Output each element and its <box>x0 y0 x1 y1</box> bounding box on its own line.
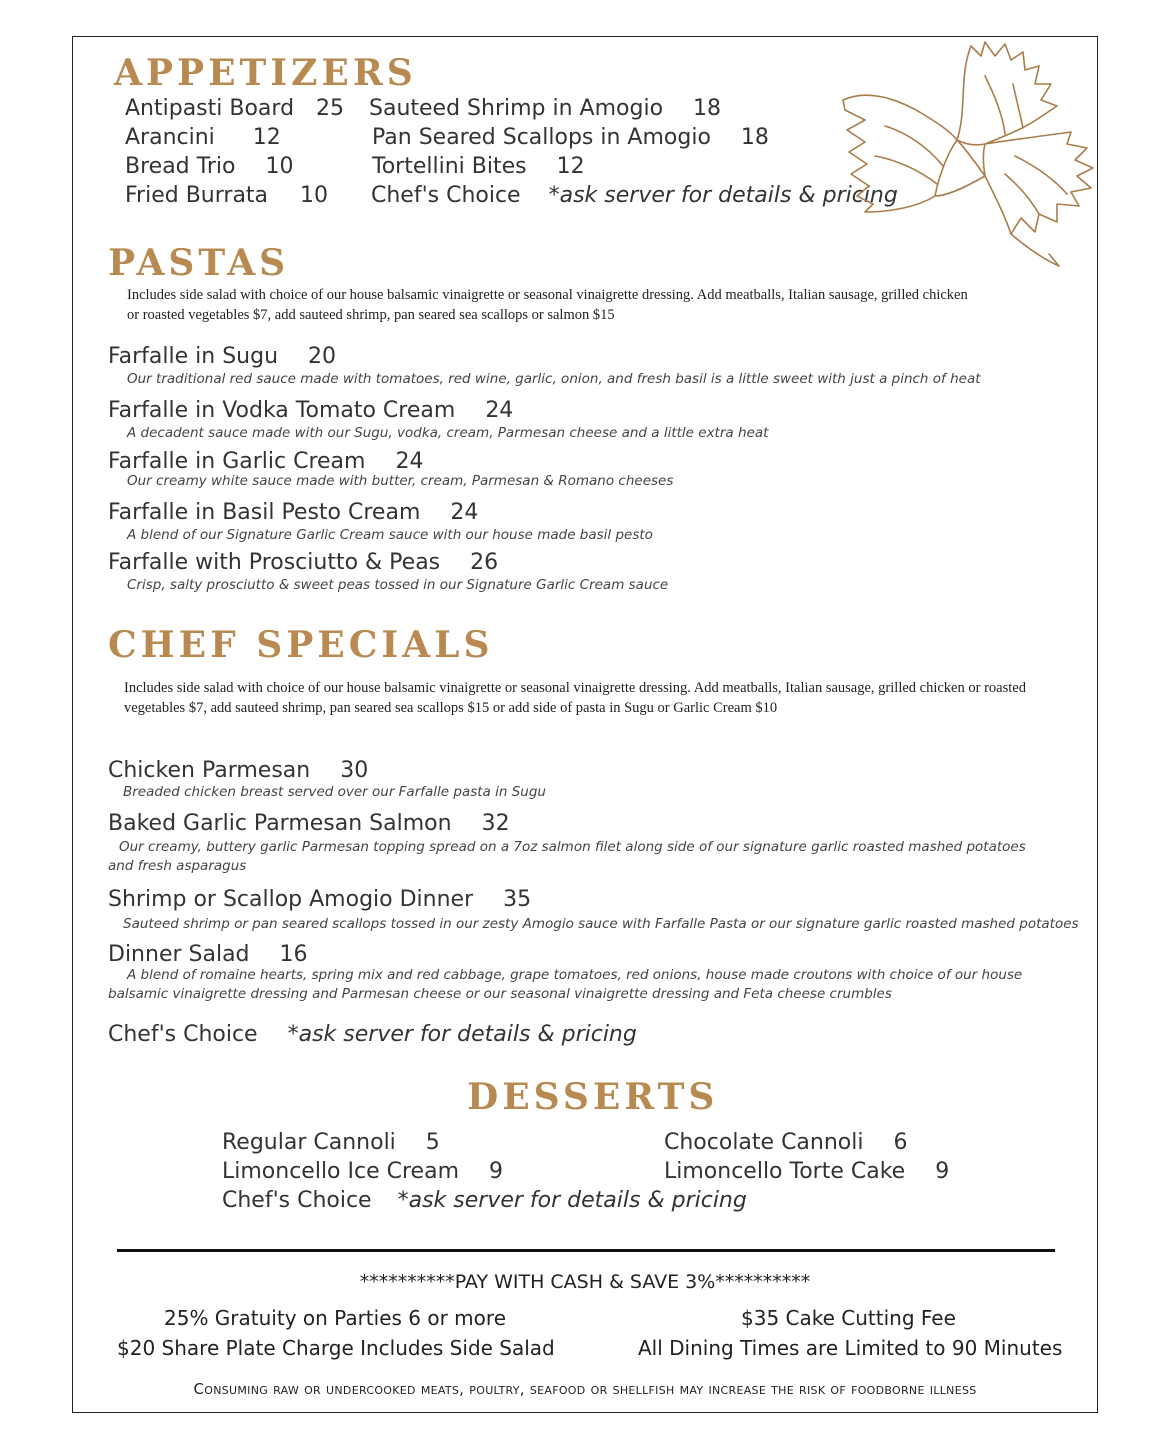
appetizer-item <box>371 183 898 208</box>
share-plate-note: $20 Share Plate Charge Includes Side Salad <box>117 1336 555 1360</box>
desserts-heading: DESSERTS <box>467 1076 719 1118</box>
item-name: Chef's Choice <box>108 1022 258 1047</box>
item-price: 20 <box>308 344 337 369</box>
item-price: 12 <box>252 125 281 150</box>
item-name: Bread Trio <box>125 154 236 179</box>
item-description: A blend of our Signature Garlic Cream sauce with our house made basil pesto <box>127 527 653 543</box>
item-name: Regular Cannoli <box>222 1130 396 1155</box>
item-price: 9 <box>489 1159 503 1184</box>
appetizer-item <box>369 96 721 121</box>
appetizer-item <box>372 154 585 179</box>
item-description: Crisp, salty prosciutto & sweet peas tossed in our Signature Garlic Cream sauce <box>127 577 669 593</box>
item-price: 26 <box>470 550 499 575</box>
item-price: *ask server for details & pricing <box>287 1022 637 1047</box>
appetizer-item <box>125 96 344 121</box>
item-name: Sauteed Shrimp in Amogio <box>369 96 664 121</box>
item-name: Chicken Parmesan <box>108 758 311 783</box>
item-name: Tortellini Bites <box>372 154 527 179</box>
item-price: 35 <box>503 887 532 912</box>
pastas-heading: PASTAS <box>108 242 290 284</box>
item-price: 18 <box>740 125 769 150</box>
pastas-note: Includes side salad with choice of our house balsamic vinaigrette or seasonal vinaigrette dressing. Add meatballs, Italian sausage, grilled chicken or roasted vegetables $7, add sauteed shrimp, pan seared sea scallops or salmon $15 <box>127 287 968 323</box>
chef-specials-heading: CHEF SPECIALS <box>108 624 494 666</box>
dessert-item <box>664 1159 949 1184</box>
item-name: Farfalle in Vodka Tomato Cream <box>108 398 456 423</box>
item-name: Farfalle in Sugu <box>108 344 279 369</box>
pasta-item <box>108 449 423 474</box>
special-item <box>108 811 510 836</box>
item-description: Breaded chicken breast served over our Farfalle pasta in Sugu <box>123 784 546 800</box>
item-price: 10 <box>300 183 329 208</box>
item-price: 5 <box>425 1130 440 1155</box>
appetizer-item <box>125 154 293 179</box>
item-name: Fried Burrata <box>125 183 269 208</box>
gratuity-note: 25% Gratuity on Parties 6 or more <box>164 1306 506 1330</box>
item-name: Limoncello Torte Cake <box>664 1159 906 1184</box>
special-item <box>108 942 308 967</box>
item-name: Antipasti Board <box>125 96 295 121</box>
item-name: Chef's Choice <box>222 1188 372 1213</box>
item-price: 24 <box>395 449 424 474</box>
item-price: 25 <box>316 96 345 121</box>
item-price: *ask server for details & pricing <box>397 1188 747 1213</box>
chef-specials-note: Includes side salad with choice of our house balsamic vinaigrette or seasonal vinaigrette dressing. Add meatballs, Italian sausage, grilled chicken or roasted vegetables $7, add sauteed shrimp, pan seared sea scallops $15 or add side of pasta in Sugu or Garlic Cream $10 <box>124 680 1026 716</box>
dessert-item <box>222 1130 440 1155</box>
special-item <box>108 758 368 783</box>
dessert-item <box>222 1188 747 1213</box>
special-item <box>108 887 531 912</box>
item-price: 6 <box>893 1130 908 1155</box>
item-price: 24 <box>450 500 479 525</box>
dining-times-note: All Dining Times are Limited to 90 Minutes <box>638 1336 1063 1360</box>
pasta-item <box>108 500 478 525</box>
item-price: 10 <box>265 154 294 179</box>
pasta-item <box>108 344 336 369</box>
item-name: Farfalle in Garlic Cream <box>108 449 366 474</box>
item-name: Chef's Choice <box>371 183 521 208</box>
item-description: A decadent sauce made with our Sugu, vodka, cream, Parmesan cheese and a little extra heat <box>127 425 769 441</box>
item-price: 12 <box>556 154 585 179</box>
item-name: Farfalle with Prosciutto & Peas <box>108 550 441 575</box>
item-price: 16 <box>279 942 308 967</box>
pasta-item <box>108 398 513 423</box>
item-name: Pan Seared Scallops in Amogio <box>372 125 711 150</box>
cash-discount-banner: **********PAY WITH CASH & SAVE 3%********** <box>359 1271 811 1293</box>
item-name: Limoncello Ice Cream <box>222 1159 459 1184</box>
item-name: Farfalle in Basil Pesto Cream <box>108 500 421 525</box>
item-price: *ask server for details & pricing <box>548 183 898 208</box>
item-description: Our creamy white sauce made with butter, cream, Parmesan & Romano cheeses <box>127 473 674 489</box>
appetizers-heading: APPETIZERS <box>114 52 417 94</box>
dessert-item <box>664 1130 907 1155</box>
item-price: 32 <box>481 811 510 836</box>
item-price: 30 <box>340 758 369 783</box>
item-name: Chocolate Cannoli <box>664 1130 864 1155</box>
special-item <box>108 1022 637 1047</box>
item-price: 18 <box>693 96 722 121</box>
item-description: Our creamy, buttery garlic Parmesan topping spread on a 7oz salmon filet along side of our signature garlic roasted mashed potatoes and fresh asparagus <box>108 839 1026 874</box>
item-description: Our traditional red sauce made with tomatoes, red wine, garlic, onion, and fresh basil is a little sweet with just a pinch of heat <box>127 371 981 387</box>
appetizer-item <box>372 125 769 150</box>
cake-fee-note: $35 Cake Cutting Fee <box>741 1306 956 1330</box>
item-name: Arancini <box>125 125 215 150</box>
item-price: 24 <box>485 398 514 423</box>
item-name: Baked Garlic Parmesan Salmon <box>108 811 452 836</box>
appetizer-item <box>125 183 328 208</box>
appetizer-item <box>125 125 281 150</box>
item-description: Sauteed shrimp or pan seared scallops tossed in our zesty Amogio sauce with Farfalle Pasta or our signature garlic roasted mashed potatoes <box>123 916 1079 932</box>
farfalle-pasta-icon <box>835 36 1097 268</box>
dessert-item <box>222 1159 503 1184</box>
pasta-item <box>108 550 498 575</box>
item-name: Shrimp or Scallop Amogio Dinner <box>108 887 474 912</box>
item-name: Dinner Salad <box>108 942 250 967</box>
footer-divider <box>117 1249 1055 1252</box>
item-price: 9 <box>935 1159 950 1184</box>
item-description: A blend of romaine hearts, spring mix and red cabbage, grape tomatoes, red onions, house made croutons with choice of our house balsamic vinaigrette dressing and Parmesan cheese or our seasonal vinaigrette dressing and Feta cheese crumbles <box>108 967 1023 1002</box>
food-safety-warning: Consuming raw or undercooked meats, poultry, seafood or shellfish may increase the risk of foodborne illness <box>193 1380 977 1398</box>
